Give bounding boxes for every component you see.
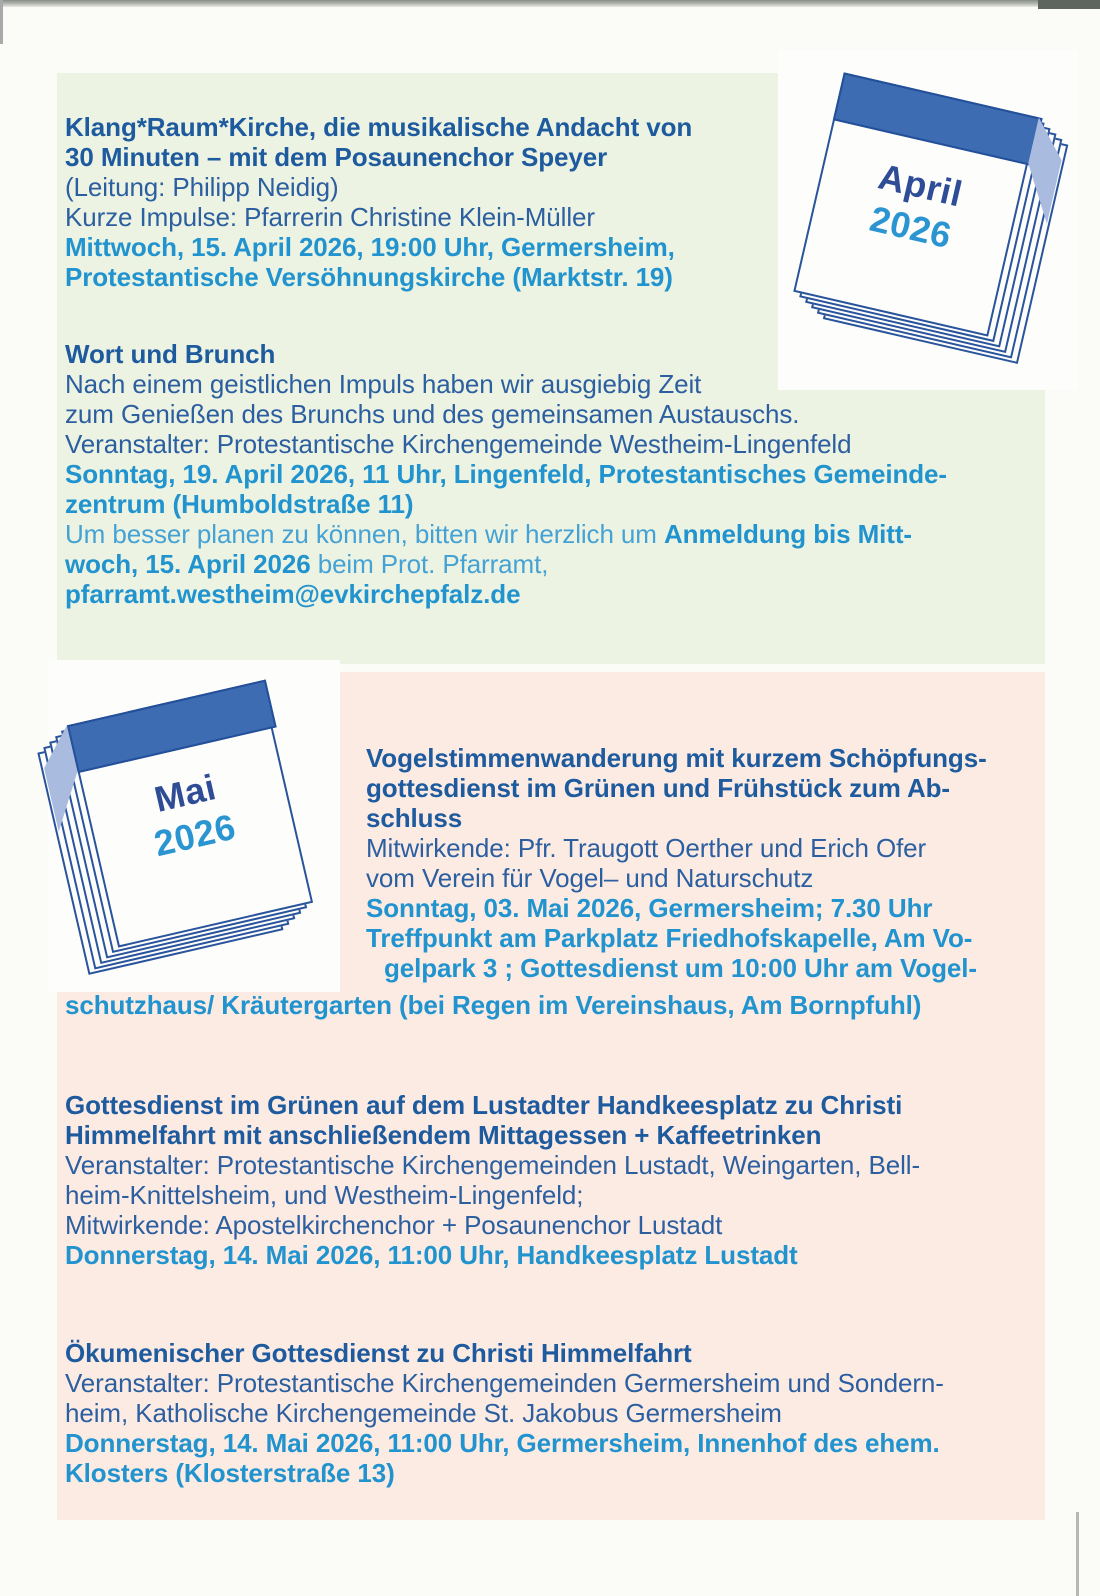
- text-line: [65, 519, 1030, 549]
- text-line: [65, 1428, 1040, 1458]
- event-text: Himmelfahrt mit anschließendem Mittagessen + Kaffeetrinken: [65, 1120, 822, 1150]
- event-wort-und-brunch: [65, 339, 1030, 609]
- event-gottesdienst-im-gruenen: [65, 1090, 1040, 1270]
- event-detail-text: Mittwoch, 15. April 2026, 19:00 Uhr, Germersheim,: [65, 232, 675, 262]
- event-detail-text: Donnerstag, 14. Mai 2026, 11:00 Uhr, Handkeesplatz Lustadt: [65, 1240, 798, 1270]
- text-line: [65, 232, 810, 262]
- event-text: Mitwirkende: Pfr. Traugott Oerther und Erich Ofer: [366, 833, 927, 863]
- event-oekumenischer-gottesdienst: [65, 1338, 1040, 1488]
- event-detail-text: gelpark 3 ; Gottesdienst um 10:00 Uhr am Vogel-: [384, 953, 977, 983]
- event-text: Mitwirkende: Apostelkirchenchor + Posaunenchor Lustadt: [65, 1210, 723, 1240]
- text-line: [65, 369, 1030, 399]
- scan-edge-top: [0, 0, 1100, 7]
- text-line: [65, 1240, 1040, 1270]
- text-line: [65, 339, 1030, 369]
- text-line: [366, 893, 1031, 923]
- event-text: Kurze Impulse: Pfarrerin Christine Klein-Müller: [65, 202, 595, 232]
- event-vogelstimmenwanderung-continuation: [65, 990, 1040, 1020]
- text-line: [65, 1210, 1040, 1240]
- event-text: (Leitung: Philipp Neidig): [65, 172, 339, 202]
- scan-edge-top-right: [1038, 0, 1100, 9]
- text-line: [65, 1150, 1040, 1180]
- event-text: Veranstalter: Protestantische Kirchengemeinden Lustadt, Weingarten, Bell-: [65, 1150, 921, 1180]
- event-detail-text: Treffpunkt am Parkplatz Friedhofskapelle, Am Vo-: [366, 923, 973, 953]
- text-line: [366, 803, 1031, 833]
- text-line: [65, 459, 1030, 489]
- event-text: Gottesdienst im Grünen auf dem Lustadter Handkeesplatz zu Christi: [65, 1090, 903, 1120]
- text-line: [65, 202, 810, 232]
- text-line: [65, 549, 1030, 579]
- calendar-april-stack: [816, 92, 1016, 317]
- calendar-year-label: 2026: [150, 805, 240, 865]
- calendar-month-label: April: [874, 155, 967, 215]
- event-detail-text: Klosters (Klosterstraße 13): [65, 1458, 395, 1488]
- text-line: [65, 112, 810, 142]
- text-line: [65, 1180, 1040, 1210]
- text-line: [65, 1398, 1040, 1428]
- event-text: Veranstalter: Protestantische Kirchengemeinde Westheim-Lingenfeld: [65, 429, 852, 459]
- event-detail-text: Anmeldung bis Mitt-: [663, 519, 912, 549]
- event-detail-text: zentrum (Humboldstraße 11): [65, 489, 414, 519]
- event-vogelstimmenwanderung: [366, 743, 1031, 983]
- event-detail-text: Donnerstag, 14. Mai 2026, 11:00 Uhr, Germersheim, Innenhof des ehem.: [65, 1428, 940, 1458]
- event-text: vom Verein für Vogel– und Naturschutz: [366, 863, 814, 893]
- text-line: [366, 863, 1031, 893]
- event-detail-text: Protestantische Versöhnungskirche (Marktstr. 19): [65, 262, 673, 292]
- text-line: [65, 399, 1030, 429]
- text-line: [65, 990, 1040, 1020]
- event-text: zum Genießen des Brunchs und des gemeinsamen Austauschs.: [65, 399, 800, 429]
- text-line: [366, 833, 1031, 863]
- text-line: [65, 579, 1030, 609]
- event-text: Ökumenischer Gottesdienst zu Christi Himmelfahrt: [65, 1338, 692, 1368]
- text-line: [65, 172, 810, 202]
- text-line: [65, 1120, 1040, 1150]
- calendar-mai: [48, 660, 340, 992]
- text-line: [366, 743, 1031, 773]
- text-line: [366, 923, 1031, 953]
- event-text: Vogelstimmenwanderung mit kurzem Schöpfungs-: [366, 743, 987, 773]
- scan-edge-bottom-right: [1076, 1512, 1079, 1596]
- text-line: [65, 489, 1030, 519]
- text-line: [65, 1368, 1040, 1398]
- event-detail-text: Sonntag, 19. April 2026, 11 Uhr, Lingenfeld, Protestantisches Gemeinde-: [65, 459, 947, 489]
- scan-edge-left: [0, 0, 3, 44]
- text-line: [65, 1090, 1040, 1120]
- event-detail-text: Um besser planen zu können, bitten wir herzlich um: [65, 519, 664, 549]
- event-text: gottesdienst im Grünen und Frühstück zum Ab-: [366, 773, 950, 803]
- text-line: [65, 1338, 1040, 1368]
- text-line: [366, 773, 1031, 803]
- event-text: Klang*Raum*Kirche, die musikalische Andacht von: [65, 112, 693, 142]
- event-detail-text: Sonntag, 03. Mai 2026, Germersheim; 7.30 Uhr: [366, 893, 933, 923]
- calendar-label: [85, 749, 296, 878]
- text-line: [65, 429, 1030, 459]
- event-detail-text: woch, 15. April 2026: [65, 549, 311, 579]
- event-klang-raum-kirche: [65, 112, 810, 292]
- calendar-label: [811, 141, 1022, 270]
- calendar-mai-stack: [90, 700, 290, 928]
- event-text: 30 Minuten – mit dem Posaunenchor Speyer: [65, 142, 608, 172]
- event-detail-text: pfarramt.westheim@evkirchepfalz.de: [65, 579, 521, 609]
- text-line: [65, 262, 810, 292]
- text-line: [65, 142, 810, 172]
- text-line: [65, 1458, 1040, 1488]
- event-text: schluss: [366, 803, 463, 833]
- calendar-year-label: 2026: [866, 197, 956, 257]
- text-line: [366, 953, 1031, 983]
- event-detail-text: beim Prot. Pfarramt,: [310, 549, 549, 579]
- event-text: Veranstalter: Protestantische Kirchengemeinden Germersheim und Sondern-: [65, 1368, 944, 1398]
- calendar-month-label: Mai: [150, 766, 220, 820]
- event-text: Nach einem geistlichen Impuls haben wir ausgiebig Zeit: [65, 369, 702, 399]
- event-text: heim, Katholische Kirchengemeinde St. Jakobus Germersheim: [65, 1398, 782, 1428]
- event-text: heim-Knittelsheim, und Westheim-Lingenfeld;: [65, 1180, 584, 1210]
- event-text: Wort und Brunch: [65, 339, 276, 369]
- event-detail-text: schutzhaus/ Kräutergarten (bei Regen im Vereinshaus, Am Bornpfuhl): [65, 990, 922, 1020]
